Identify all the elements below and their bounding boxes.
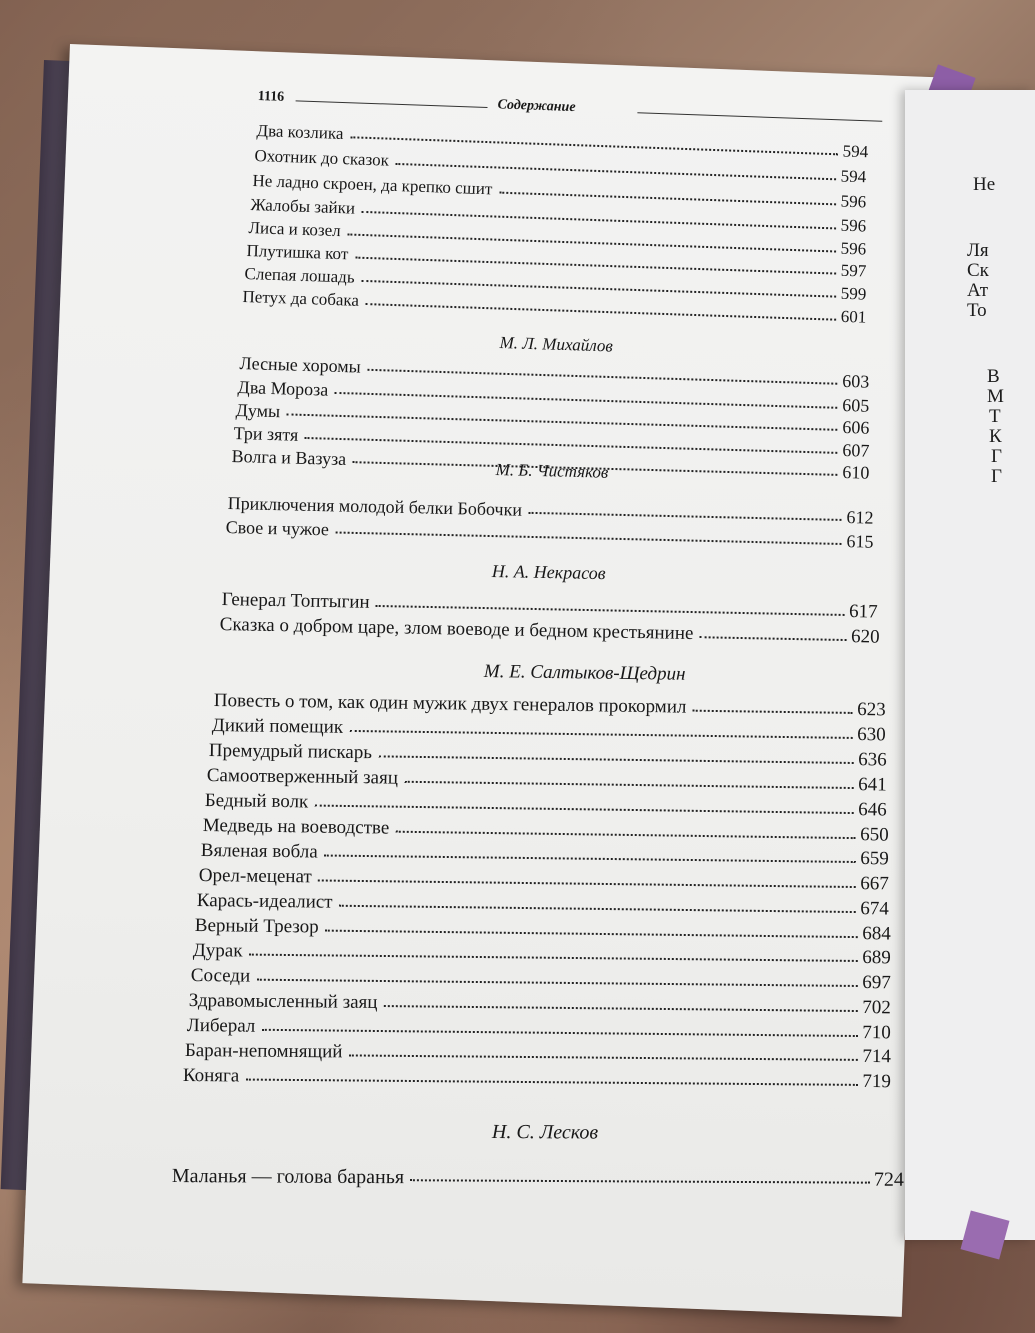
toc-entry-page: 603 bbox=[842, 370, 870, 392]
right-page-text: К bbox=[989, 426, 1002, 447]
toc-entry-page: 607 bbox=[842, 440, 870, 461]
toc-entry-page: 620 bbox=[850, 626, 880, 648]
dot-leader bbox=[366, 303, 836, 321]
toc-entry-title: Петух да собака bbox=[242, 286, 360, 310]
toc-entry-title: Дикий помещик bbox=[211, 714, 344, 738]
toc-entry-title: Бедный волк bbox=[204, 789, 309, 813]
toc-entry-title: Здравомысленный заяц bbox=[188, 989, 378, 1013]
toc-entry-page: 597 bbox=[840, 260, 867, 281]
dot-leader bbox=[256, 979, 858, 987]
dot-leader bbox=[693, 710, 853, 714]
toc-entry-title: Два Мороза bbox=[237, 376, 329, 400]
toc-entry-page: 636 bbox=[858, 749, 887, 771]
dot-leader bbox=[378, 755, 854, 764]
page-title: Содержание bbox=[497, 97, 576, 116]
dot-leader bbox=[335, 531, 842, 544]
toc-entry-title: Баран-непомнящий bbox=[184, 1039, 343, 1063]
toc-entry-page: 596 bbox=[840, 191, 867, 212]
toc-entry bbox=[183, 1063, 891, 1095]
toc-entry-title: Лесные хоромы bbox=[239, 352, 362, 377]
toc-entry-page: 641 bbox=[858, 774, 887, 796]
toc-entry-page: 601 bbox=[840, 306, 867, 327]
dot-leader bbox=[349, 730, 853, 739]
toc-entry-page: 599 bbox=[840, 283, 867, 304]
toc-entry-page: 630 bbox=[857, 724, 886, 746]
toc-entry-title: Дурак bbox=[192, 939, 243, 962]
dot-leader bbox=[249, 954, 858, 962]
toc-entry-title: Медведь на воеводстве bbox=[202, 814, 390, 839]
toc-entry-page: 594 bbox=[842, 141, 869, 162]
toc-entry-title: Три зятя bbox=[233, 422, 299, 445]
toc-entry-page: 697 bbox=[862, 972, 891, 994]
author-heading: Н. А. Некрасов bbox=[491, 561, 606, 584]
toc-entry-page: 623 bbox=[857, 698, 886, 721]
toc-entry-page: 650 bbox=[860, 824, 889, 846]
author-heading: М. Б. Чистяков bbox=[495, 460, 609, 482]
toc-entry-page: 689 bbox=[862, 947, 891, 969]
toc-entry-title: Волга и Вазуза bbox=[231, 445, 347, 469]
toc-entry-title: Премудрый пискарь bbox=[208, 739, 373, 764]
toc-entry-page: 612 bbox=[846, 507, 874, 528]
dot-leader bbox=[528, 512, 841, 521]
toc-entry-title: Маланья — голова баранья bbox=[171, 1165, 405, 1189]
right-page-text: Ля bbox=[967, 240, 989, 261]
right-page-text: Т bbox=[989, 406, 1001, 427]
toc-entry-page: 596 bbox=[840, 215, 867, 236]
right-page-text: Г bbox=[991, 466, 1002, 487]
right-page-text: Г bbox=[991, 446, 1002, 467]
toc-entry-title: Свое и чужое bbox=[225, 516, 330, 540]
dot-leader bbox=[324, 855, 856, 863]
toc-entry-title: Сказка о добром царе, злом воеводе и бедном крестьянине bbox=[219, 613, 694, 645]
toc-entry bbox=[172, 1163, 904, 1193]
right-page-text: Ат bbox=[967, 280, 989, 301]
dot-leader bbox=[384, 1005, 858, 1012]
dot-leader bbox=[700, 636, 847, 641]
toc-entry-title: Либерал bbox=[186, 1014, 256, 1037]
right-page-text: М bbox=[987, 386, 1004, 407]
toc-entry-title: Думы bbox=[235, 399, 281, 422]
right-page-text: Ск bbox=[967, 260, 989, 281]
toc-entry-title: Повесть о том, как один мужик двух генералов прокормил bbox=[213, 689, 687, 718]
dot-leader bbox=[325, 930, 858, 939]
toc-entry-title: Жалобы зайки bbox=[250, 194, 356, 218]
toc-entry-title: Верный Трезор bbox=[194, 914, 319, 938]
header-rule bbox=[296, 100, 488, 108]
toc-entry-page: 596 bbox=[840, 238, 867, 259]
dot-leader bbox=[262, 1029, 858, 1037]
toc-entry-title: Плутишка кот bbox=[246, 240, 349, 264]
toc-entry-page: 724 bbox=[873, 1168, 904, 1191]
toc-entry-page: 710 bbox=[862, 1022, 891, 1044]
dot-leader bbox=[396, 831, 856, 839]
dot-leader bbox=[245, 1079, 858, 1086]
toc-entry-title: Самоотверженный заяц bbox=[206, 764, 399, 789]
author-heading: Н. С. Лесков bbox=[491, 1121, 599, 1144]
toc-entry-title: Лиса и козел bbox=[248, 217, 342, 241]
right-page-text: Не bbox=[973, 174, 996, 195]
toc-entry-page: 719 bbox=[862, 1070, 891, 1093]
toc-entry-page: 606 bbox=[842, 416, 870, 438]
dot-leader bbox=[410, 1179, 870, 1183]
right-page-text: То bbox=[967, 300, 987, 321]
toc-entry-title: Орел-меценат bbox=[198, 864, 312, 888]
header-rule bbox=[637, 112, 882, 122]
toc-entry-page: 674 bbox=[860, 898, 889, 920]
toc-entry-page: 714 bbox=[862, 1045, 891, 1068]
dot-leader bbox=[318, 879, 856, 888]
toc-entry-title: Вяленая вобла bbox=[200, 839, 318, 863]
right-page-text: В bbox=[987, 366, 1000, 387]
toc-entry-page: 615 bbox=[846, 531, 874, 552]
toc-entry-page: 617 bbox=[848, 601, 878, 623]
toc-entry-title: Охотник до сказок bbox=[254, 145, 390, 170]
toc-entry-page: 702 bbox=[862, 997, 891, 1019]
toc-entry-page: 667 bbox=[860, 873, 889, 895]
toc-entry-title: Приключения молодой белки Бобочки bbox=[227, 492, 523, 520]
toc-entry-title: Карась-идеалист bbox=[196, 889, 333, 913]
toc-entry-page: 684 bbox=[862, 923, 891, 945]
toc-entry-title: Генерал Топтыгин bbox=[221, 588, 370, 613]
author-heading: М. Е. Салтыков-Щедрин bbox=[483, 661, 686, 685]
dot-leader bbox=[404, 781, 854, 789]
toc-entry-page: 594 bbox=[840, 166, 867, 187]
toc-entry-title: Коняга bbox=[182, 1064, 240, 1087]
toc-entry-page: 646 bbox=[858, 799, 887, 821]
toc-entry-title: Не ладно скроен, да крепко сшит bbox=[252, 170, 493, 199]
toc-entry-title: Соседи bbox=[190, 964, 251, 987]
dot-leader bbox=[376, 605, 845, 616]
dot-leader bbox=[339, 905, 856, 913]
toc-entry-page: 659 bbox=[860, 848, 889, 870]
author-heading: М. Л. Михайлов bbox=[499, 333, 614, 356]
toc-entry-title: Слепая лошадь bbox=[244, 263, 355, 287]
toc-entry-page: 610 bbox=[842, 461, 870, 483]
toc-entry-title: Два козлика bbox=[256, 120, 344, 144]
dot-leader bbox=[315, 805, 854, 815]
toc-entry-page: 605 bbox=[842, 394, 870, 416]
dot-leader bbox=[349, 1054, 858, 1060]
page-number: 1116 bbox=[257, 89, 285, 105]
